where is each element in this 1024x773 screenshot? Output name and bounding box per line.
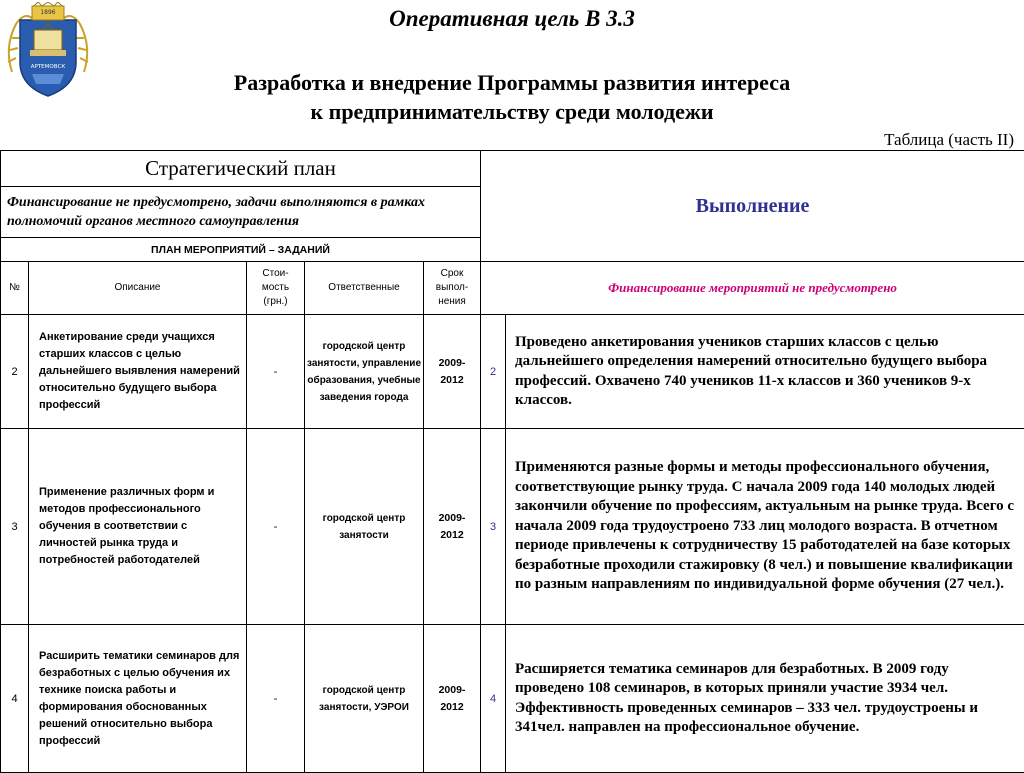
col-header-cost-line: Стои- bbox=[247, 267, 304, 281]
plan-header: ПЛАН МЕРОПРИЯТИЙ – ЗАДАНИЙ bbox=[1, 238, 481, 262]
table-row bbox=[1, 315, 1024, 429]
execution-header: Выполнение bbox=[481, 151, 1024, 262]
row-term-end: 2012 bbox=[424, 699, 480, 716]
row-description: Анкетирование среди учащихся старших классов с целью дальнейшего выявления намерений относительно будущего выбора профессий bbox=[29, 315, 247, 429]
col-header-term bbox=[424, 262, 481, 315]
col-header-cost-line: мость bbox=[247, 281, 304, 295]
row-execution: Применяются разные формы и методы профессионального обучения, соответствующие рынку труда. С начала 2009 года 140 молодых людей закончили обучение по профессиям, актуальным на рынке труда. Всего с начала 2009 года трудоустроено 733 лиц молодого возраста. В отчетном периоде привлечены к сотрудничеству 15 работодателей на базе которых безработные проходили стажировку (8 чел.) и повышение квалификации по разным направлениям по индивидуальной форме обучения (27 чел.). bbox=[506, 429, 1024, 625]
page-subtitle bbox=[0, 68, 1024, 126]
row-number: 3 bbox=[1, 429, 29, 625]
strategic-plan-table bbox=[0, 150, 1024, 773]
subtitle-line-1: Разработка и внедрение Программы развития интереса bbox=[0, 68, 1024, 97]
row-term-end: 2012 bbox=[424, 527, 480, 544]
row-term bbox=[424, 315, 481, 429]
col-header-term-line: выпол- bbox=[424, 281, 480, 295]
logo-text: АРТЕМОВСК bbox=[31, 64, 66, 70]
row-exec-number: 3 bbox=[481, 429, 506, 625]
table-row bbox=[1, 625, 1024, 773]
col-header-description: Описание bbox=[29, 262, 247, 315]
row-description: Расширить тематики семинаров для безработных с целью обучения их технике поиска работы и формирования обоснованных решений относительно выбора профессий bbox=[29, 625, 247, 773]
row-term bbox=[424, 429, 481, 625]
col-header-cost-line: (грн.) bbox=[247, 295, 304, 309]
logo-year: 1896 bbox=[40, 9, 55, 16]
col-header-cost bbox=[247, 262, 305, 315]
col-header-term-line: Срок bbox=[424, 267, 480, 281]
row-number: 4 bbox=[1, 625, 29, 773]
row-term-start: 2009- bbox=[424, 510, 480, 527]
row-execution: Проведено анкетирования учеников старших классов с целью дальнейшего определения намерений относительно будущего выбора профессий. Охвачено 740 учеников 11-х классов и 360 учеников 9-х классов. bbox=[506, 315, 1024, 429]
row-cost: - bbox=[247, 429, 305, 625]
row-term-start: 2009- bbox=[424, 682, 480, 699]
subtitle-line-2: к предпринимательству среди молодежи bbox=[0, 97, 1024, 126]
row-responsible: городской центр занятости, управление образования, учебные заведения города bbox=[305, 315, 424, 429]
col-header-number: № bbox=[1, 262, 29, 315]
row-description: Применение различных форм и методов профессионального обучения в соответствии с личностей рынка труда и потребностей работодателей bbox=[29, 429, 247, 625]
row-exec-number: 2 bbox=[481, 315, 506, 429]
row-term bbox=[424, 625, 481, 773]
col-header-responsible: Ответственные bbox=[305, 262, 424, 315]
row-execution: Расширяется тематика семинаров для безработных. В 2009 году проведено 108 семинаров, в которых приняли участие 3934 чел. Эффективность проведенных семинаров – 333 чел. трудоустроены и 341чел. направлен на профессиональное обучение. bbox=[506, 625, 1024, 773]
table-row bbox=[1, 429, 1024, 625]
row-responsible: городской центр занятости, УЭРОИ bbox=[305, 625, 424, 773]
row-term-start: 2009- bbox=[424, 355, 480, 372]
row-term-end: 2012 bbox=[424, 372, 480, 389]
financing-events-note: Финансирование мероприятий не предусмотрено bbox=[481, 262, 1024, 315]
column-header-row bbox=[1, 262, 1024, 315]
col-header-term-line: нения bbox=[424, 295, 480, 309]
row-cost: - bbox=[247, 315, 305, 429]
row-cost: - bbox=[247, 625, 305, 773]
page-title: Оперативная цель В 3.3 bbox=[0, 6, 1024, 32]
table-caption: Таблица (часть II) bbox=[884, 130, 1014, 150]
row-responsible: городской центр занятости bbox=[305, 429, 424, 625]
row-number: 2 bbox=[1, 315, 29, 429]
financing-note: Финансирование не предусмотрено, задачи выполняются в рамках полномочий органов местного самоуправления bbox=[1, 187, 481, 238]
row-exec-number: 4 bbox=[481, 625, 506, 773]
strategic-plan-header: Стратегический план bbox=[1, 151, 481, 187]
